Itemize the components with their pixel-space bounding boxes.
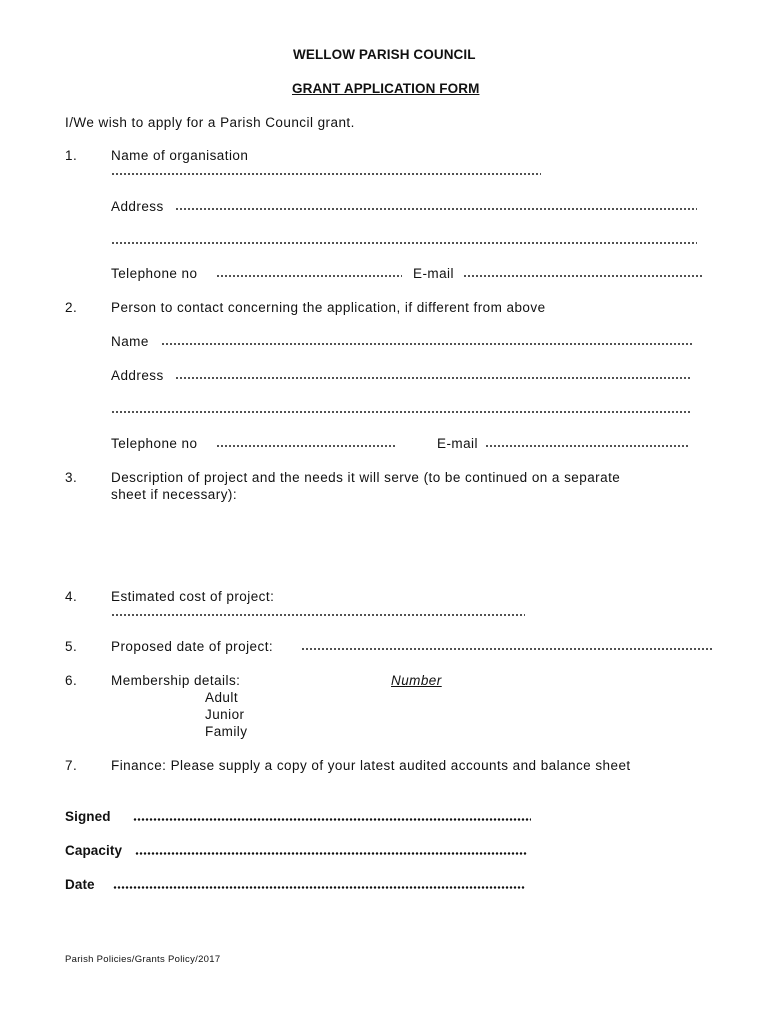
organisation-telephone-field[interactable] xyxy=(216,275,402,277)
contact-name-label: Name xyxy=(111,334,149,349)
contact-address-label: Address xyxy=(111,368,164,383)
council-name: WELLOW PARISH COUNCIL xyxy=(293,47,476,62)
organisation-address-label: Address xyxy=(111,199,164,214)
contact-telephone-field[interactable] xyxy=(216,445,396,447)
project-description-line-2: sheet if necessary): xyxy=(111,487,238,502)
membership-details-label: Membership details: xyxy=(111,673,241,688)
signed-field[interactable] xyxy=(133,818,531,821)
organisation-email-field[interactable] xyxy=(463,275,703,277)
proposed-date-field[interactable] xyxy=(301,648,713,650)
organisation-email-label: E-mail xyxy=(413,266,454,281)
project-description-line-1: Description of project and the needs it will serve (to be continued on a separate xyxy=(111,470,621,485)
finance-instructions: Finance: Please supply a copy of your latest audited accounts and balance sheet xyxy=(111,758,631,773)
contact-telephone-label: Telephone no xyxy=(111,436,198,451)
capacity-label: Capacity xyxy=(65,843,123,858)
membership-row-family: Family xyxy=(205,724,248,739)
section-5-number: 5. xyxy=(65,639,78,654)
organisation-name-field[interactable] xyxy=(111,173,541,175)
date-field[interactable] xyxy=(113,886,525,889)
contact-email-label: E-mail xyxy=(437,436,478,451)
capacity-field[interactable] xyxy=(135,852,527,855)
contact-address-field-2[interactable] xyxy=(111,411,690,413)
organisation-name-label: Name of organisation xyxy=(111,148,249,163)
signed-label: Signed xyxy=(65,809,111,824)
section-1-number: 1. xyxy=(65,148,78,163)
membership-row-adult: Adult xyxy=(205,690,239,705)
membership-row-junior: Junior xyxy=(205,707,245,722)
estimated-cost-field[interactable] xyxy=(111,614,525,616)
contact-address-field-1[interactable] xyxy=(175,377,690,379)
organisation-address-field-1[interactable] xyxy=(175,208,697,210)
membership-number-header: Number xyxy=(391,673,442,688)
section-7-number: 7. xyxy=(65,758,78,773)
contact-person-heading: Person to contact concerning the application, if different from above xyxy=(111,300,546,315)
organisation-telephone-label: Telephone no xyxy=(111,266,198,281)
section-4-number: 4. xyxy=(65,589,78,604)
estimated-cost-label: Estimated cost of project: xyxy=(111,589,275,604)
contact-email-field[interactable] xyxy=(485,445,690,447)
organisation-address-field-2[interactable] xyxy=(111,242,697,244)
document-footer: Parish Policies/Grants Policy/2017 xyxy=(65,954,221,965)
date-label: Date xyxy=(65,877,95,892)
form-title: GRANT APPLICATION FORM xyxy=(292,81,480,96)
intro-text: I/We wish to apply for a Parish Council grant. xyxy=(65,115,355,130)
contact-name-field[interactable] xyxy=(161,343,694,345)
proposed-date-label: Proposed date of project: xyxy=(111,639,274,654)
section-3-number: 3. xyxy=(65,470,78,485)
section-2-number: 2. xyxy=(65,300,78,315)
section-6-number: 6. xyxy=(65,673,78,688)
